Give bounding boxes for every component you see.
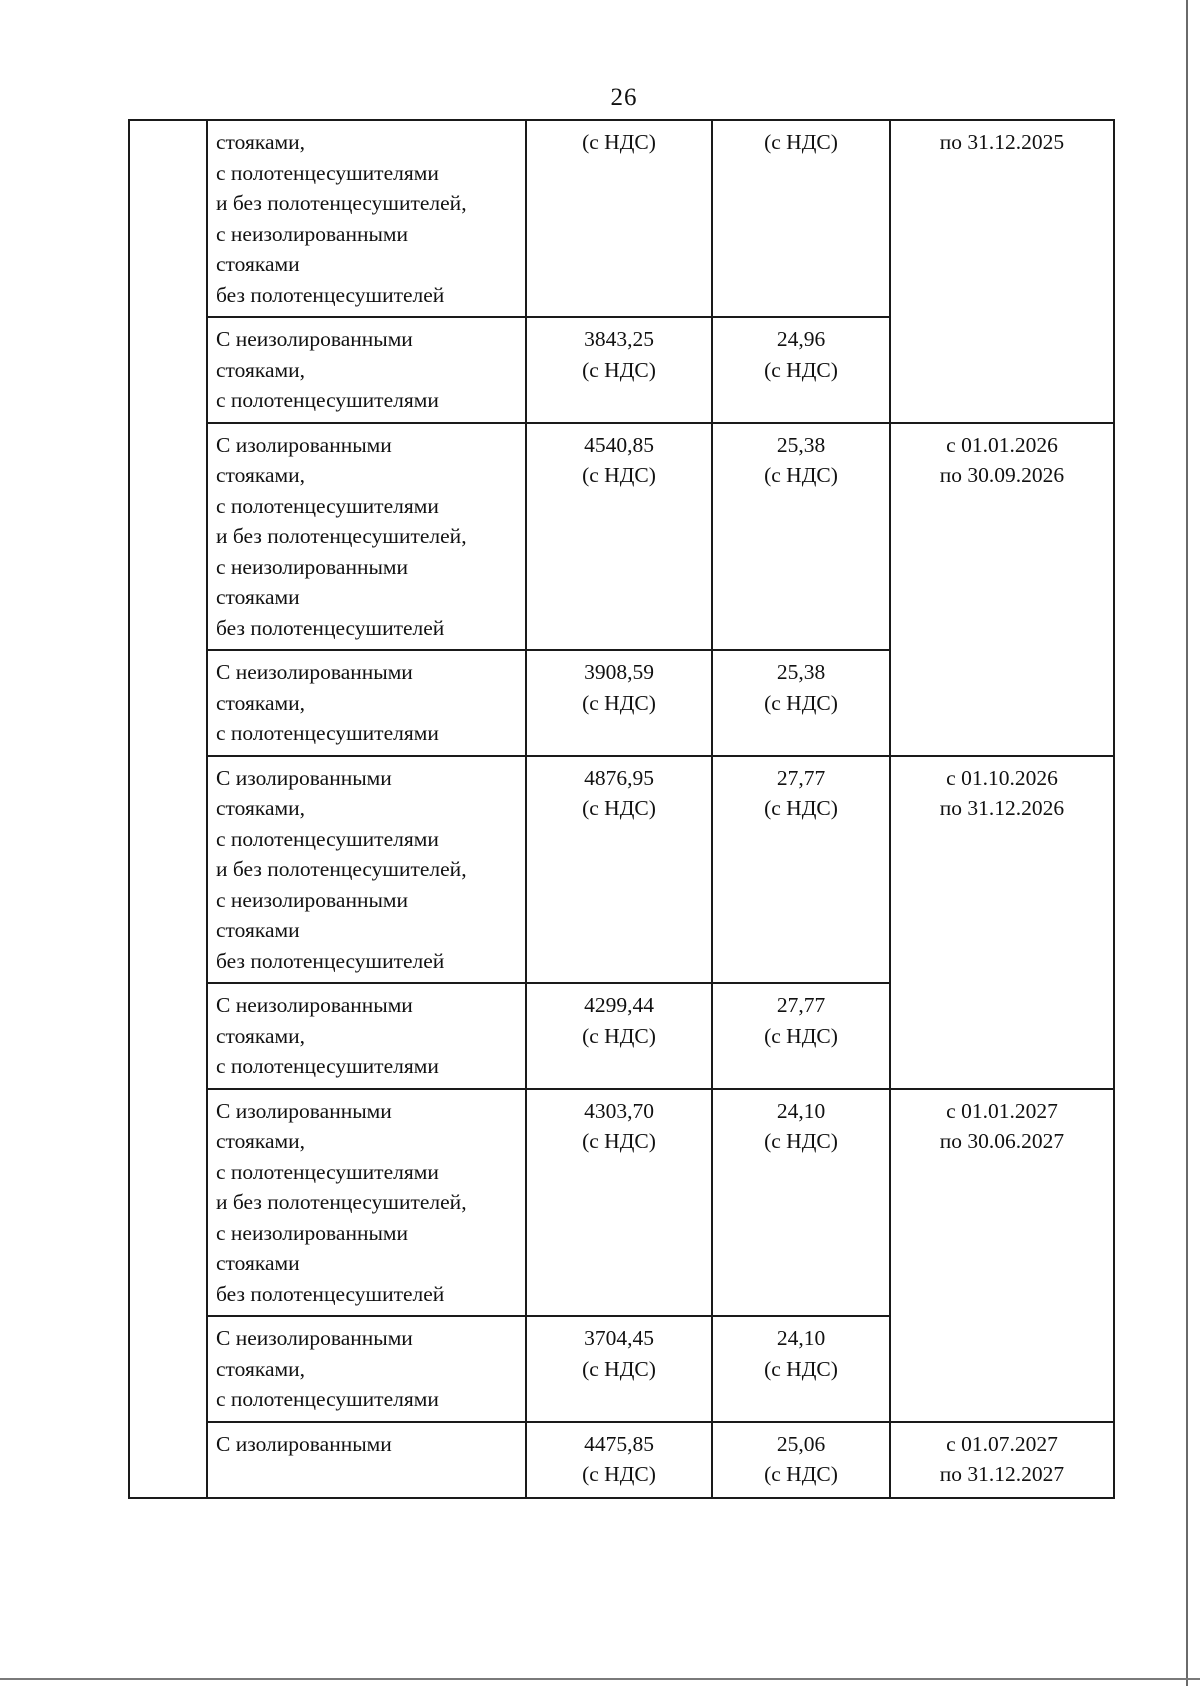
- tariff-value-cell: 4475,85 (с НДС): [526, 1422, 712, 1498]
- table-row: [129, 1089, 1114, 1317]
- rate-value-cell: 27,77 (с НДС): [712, 983, 890, 1089]
- rate-value-cell: 25,38 (с НДС): [712, 650, 890, 756]
- description-cell: стояками, с полотенцесушителями и без полотенцесушителей, с неизолированными стояками без полотенцесушителей: [207, 120, 526, 317]
- period-cell: с 01.10.2026 по 31.12.2026: [890, 756, 1114, 1089]
- description-cell: С неизолированными стояками, с полотенцесушителями: [207, 650, 526, 756]
- description-cell: С неизолированными стояками, с полотенцесушителями: [207, 983, 526, 1089]
- description-cell: С неизолированными стояками, с полотенцесушителями: [207, 1316, 526, 1422]
- rate-value-cell: 25,06 (с НДС): [712, 1422, 890, 1498]
- rate-value-cell: 25,38 (с НДС): [712, 423, 890, 651]
- tariff-value-cell: (с НДС): [526, 120, 712, 317]
- description-cell: С изолированными стояками, с полотенцесушителями и без полотенцесушителей, с неизолированными стояками без полотенцесушителей: [207, 756, 526, 984]
- rate-value-cell: 27,77 (с НДС): [712, 756, 890, 984]
- rate-value-cell: 24,10 (с НДС): [712, 1316, 890, 1422]
- tariff-value-cell: 3704,45 (с НДС): [526, 1316, 712, 1422]
- tariff-value-cell: 3908,59 (с НДС): [526, 650, 712, 756]
- description-cell: С изолированными: [207, 1422, 526, 1498]
- description-cell: С изолированными стояками, с полотенцесушителями и без полотенцесушителей, с неизолированными стояками без полотенцесушителей: [207, 423, 526, 651]
- table-row: [129, 423, 1114, 651]
- tariff-value-cell: 4540,85 (с НДС): [526, 423, 712, 651]
- page-number: 26: [610, 84, 638, 111]
- scan-edge-right: [1186, 0, 1188, 1686]
- period-cell: по 31.12.2025: [890, 120, 1114, 423]
- tariff-table: [128, 119, 1115, 1499]
- rate-value-cell: 24,96 (с НДС): [712, 317, 890, 423]
- rate-value-cell: 24,10 (с НДС): [712, 1089, 890, 1317]
- tariff-value-cell: 3843,25 (с НДС): [526, 317, 712, 423]
- tariff-value-cell: 4299,44 (с НДС): [526, 983, 712, 1089]
- table-row: [129, 1422, 1114, 1498]
- table-row: [129, 756, 1114, 984]
- row-number-cell: [129, 120, 207, 1498]
- description-cell: С неизолированными стояками, с полотенцесушителями: [207, 317, 526, 423]
- rate-value-cell: (с НДС): [712, 120, 890, 317]
- tariff-value-cell: 4303,70 (с НДС): [526, 1089, 712, 1317]
- description-cell: С изолированными стояками, с полотенцесушителями и без полотенцесушителей, с неизолированными стояками без полотенцесушителей: [207, 1089, 526, 1317]
- table-row: [129, 120, 1114, 317]
- period-cell: с 01.01.2027 по 30.06.2027: [890, 1089, 1114, 1422]
- scan-edge-bottom: [0, 1678, 1200, 1680]
- period-cell: с 01.07.2027 по 31.12.2027: [890, 1422, 1114, 1498]
- tariff-value-cell: 4876,95 (с НДС): [526, 756, 712, 984]
- period-cell: с 01.01.2026 по 30.09.2026: [890, 423, 1114, 756]
